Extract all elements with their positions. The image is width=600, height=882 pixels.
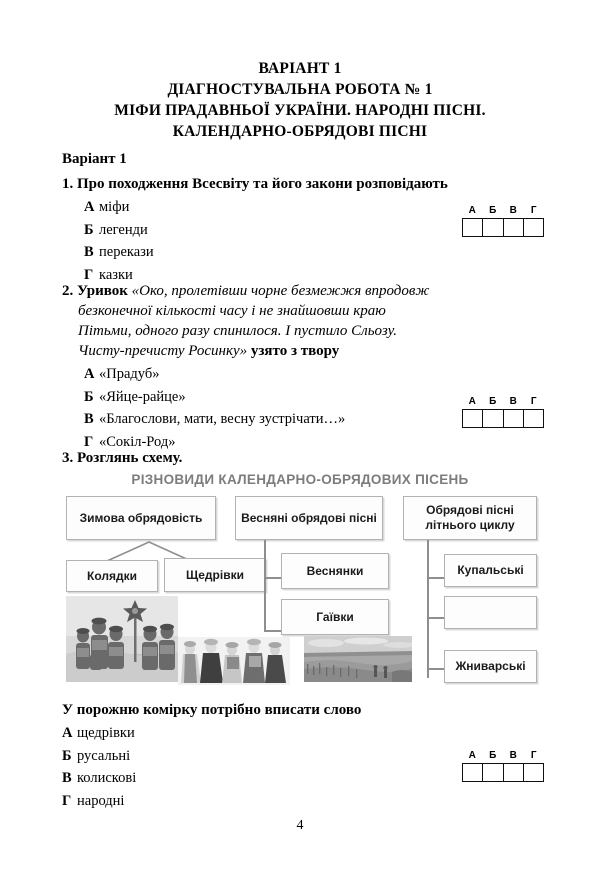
question-1-option-v[interactable] <box>84 241 462 264</box>
scheme-box-zhnyvarski[interactable]: Жниварські <box>444 650 537 683</box>
answer-cell-g[interactable] <box>524 410 543 427</box>
question-2-quote-line-1: «Око, пролетівши чорне безмежжя впродовж <box>131 283 430 299</box>
answer-header-g: Г <box>530 205 537 216</box>
carolers-with-star-photo <box>66 596 178 682</box>
connector-spring-stub-2 <box>264 630 282 632</box>
connector-summer-stub-1 <box>427 577 445 579</box>
question-1-options <box>84 196 462 286</box>
option-letter: А <box>84 366 95 382</box>
question-1-option-b[interactable] <box>84 219 462 242</box>
scheme-box-empty-answer[interactable] <box>444 596 537 629</box>
option-letter: А <box>84 199 95 215</box>
question-2-number: 2. <box>62 283 74 299</box>
question-3-sub <box>62 700 462 812</box>
connector-summer-stub-3 <box>427 668 445 670</box>
question-2-quote-line-2: безконечної кількості часу і не знайшовши краю <box>78 303 386 319</box>
option-text: перекази <box>99 244 154 260</box>
folk-dancers-photo <box>178 637 290 685</box>
answer-grid-question-3[interactable] <box>462 750 544 782</box>
question-2-option-b[interactable] <box>84 386 482 409</box>
answer-header-b: Б <box>489 750 497 761</box>
scheme-box-kolyadky[interactable]: Колядки <box>66 560 158 592</box>
variant-label: Варіант 1 <box>62 151 127 167</box>
option-letter: Г <box>84 433 94 450</box>
option-text: казки <box>99 266 133 283</box>
option-text: русальні <box>77 747 131 764</box>
option-text: щедрівки <box>77 725 135 741</box>
question-2 <box>62 281 482 453</box>
question-3-option-v[interactable] <box>62 767 462 790</box>
question-2-stem <box>62 281 482 361</box>
scheme-diagram <box>60 472 540 700</box>
page-number: 4 <box>296 818 304 833</box>
option-text: міфи <box>99 199 130 215</box>
answer-header-b: Б <box>489 396 497 407</box>
answer-cell-v[interactable] <box>504 764 524 781</box>
option-letter: Г <box>62 792 72 809</box>
answer-grid-cells <box>462 218 544 237</box>
answer-grid-headers <box>462 205 544 218</box>
option-text: народні <box>77 792 125 809</box>
option-text: легенди <box>99 221 148 238</box>
answer-header-a: А <box>468 750 476 761</box>
question-3 <box>62 448 462 468</box>
answer-cell-g[interactable] <box>524 219 543 236</box>
option-letter: Г <box>84 266 94 283</box>
answer-grid-headers <box>462 750 544 763</box>
option-text: «Прадуб» <box>99 366 160 382</box>
answer-header-a: А <box>468 205 476 216</box>
option-letter: В <box>84 244 94 260</box>
question-3-option-g[interactable] <box>62 790 462 813</box>
answer-header-v: В <box>509 750 517 761</box>
question-2-quote-line-4: Чисту-пречисту Росинку» <box>78 343 248 359</box>
answer-grid-question-1[interactable] <box>462 205 544 237</box>
question-3-text: Розглянь схему. <box>77 450 183 466</box>
answer-header-v: В <box>509 396 517 407</box>
option-letter: Б <box>84 221 94 238</box>
scheme-box-shchedrivky[interactable]: Щедрівки <box>164 558 266 592</box>
heading-line-2: ДІАГНОСТУВАЛЬНА РОБОТА № 1 <box>167 81 433 98</box>
question-2-quote-line-4-wrap <box>78 341 482 361</box>
heading-line-4: КАЛЕНДАРНО-ОБРЯДОВІ ПІСНІ <box>172 123 428 140</box>
option-text: колискові <box>77 770 137 786</box>
heading-line-1: ВАРІАНТ 1 <box>258 60 342 77</box>
answer-header-b: Б <box>489 205 497 216</box>
scheme-title: РІЗНОВИДИ КАЛЕНДАРНО-ОБРЯДОВИХ ПІСЕНЬ <box>131 472 469 487</box>
page-heading <box>60 58 540 142</box>
answer-grid-question-2[interactable] <box>462 396 544 428</box>
question-2-quote-line-3: Пітьми, одного разу спинилося. І пустило Сльозу. <box>78 323 398 339</box>
connector-summer-trunk <box>427 540 429 678</box>
answer-grid-cells <box>462 409 544 428</box>
scheme-box-summer-parent[interactable]: Обрядові пісні літнього циклу <box>403 496 537 540</box>
question-3-option-b[interactable] <box>62 745 462 768</box>
question-3-sub-stem: У порожню комірку потрібно вписати слово <box>62 702 362 718</box>
question-3-number: 3. <box>62 450 74 466</box>
answer-header-g: Г <box>530 396 537 407</box>
question-2-option-v[interactable] <box>84 408 482 431</box>
option-text: «Яйце-райце» <box>99 388 186 405</box>
scheme-box-kupalski[interactable]: Купальські <box>444 554 537 587</box>
question-1 <box>62 174 462 286</box>
option-letter: А <box>62 725 73 741</box>
answer-header-v: В <box>509 205 517 216</box>
answer-cell-a[interactable] <box>463 219 483 236</box>
connector-spring-trunk <box>264 540 266 632</box>
option-letter: Б <box>84 388 94 405</box>
question-2-option-a[interactable] <box>84 363 482 386</box>
answer-grid-cells <box>462 763 544 782</box>
option-letter: В <box>84 411 94 427</box>
answer-cell-b[interactable] <box>483 219 503 236</box>
answer-header-g: Г <box>530 750 537 761</box>
answer-cell-v[interactable] <box>504 410 524 427</box>
answer-cell-a[interactable] <box>463 764 483 781</box>
connector-summer-stub-2 <box>427 617 445 619</box>
answer-grid-headers <box>462 396 544 409</box>
option-letter: Б <box>62 747 72 764</box>
question-3-options <box>62 722 462 812</box>
answer-cell-b[interactable] <box>483 764 503 781</box>
scheme-box-spring-parent[interactable]: Весняні обрядові пісні <box>235 496 383 540</box>
question-2-options <box>84 363 482 453</box>
heading-line-3: МІФИ ПРАДАВНЬОЇ УКРАЇНИ. НАРОДНІ ПІСНІ. <box>114 102 486 119</box>
connector-spring-stub-1 <box>264 577 282 579</box>
question-2-suffix: узято з твору <box>250 343 340 359</box>
option-letter: В <box>62 770 72 786</box>
answer-cell-b[interactable] <box>483 410 503 427</box>
option-text: «Сокіл-Род» <box>99 433 176 450</box>
question-3-stem <box>62 448 462 468</box>
option-text: «Благослови, мати, весну зустрічати…» <box>99 411 346 427</box>
question-1-option-a[interactable] <box>84 196 462 219</box>
question-1-text: Про походження Всесвіту та його закони розповідають <box>77 176 448 192</box>
scheme-box-vesnyanky[interactable]: Веснянки <box>281 553 389 589</box>
scheme-box-haivky[interactable]: Гаївки <box>281 599 389 635</box>
question-3-option-a[interactable] <box>62 722 462 745</box>
answer-cell-g[interactable] <box>524 764 543 781</box>
answer-cell-v[interactable] <box>504 219 524 236</box>
question-2-prefix: Уривок <box>77 283 128 299</box>
answer-cell-a[interactable] <box>463 410 483 427</box>
question-1-stem <box>62 174 462 194</box>
question-1-number: 1. <box>62 176 74 192</box>
harvest-field-photo <box>304 636 412 682</box>
scheme-box-winter-parent[interactable]: Зимова обрядовість <box>66 496 216 540</box>
answer-header-a: А <box>468 396 476 407</box>
